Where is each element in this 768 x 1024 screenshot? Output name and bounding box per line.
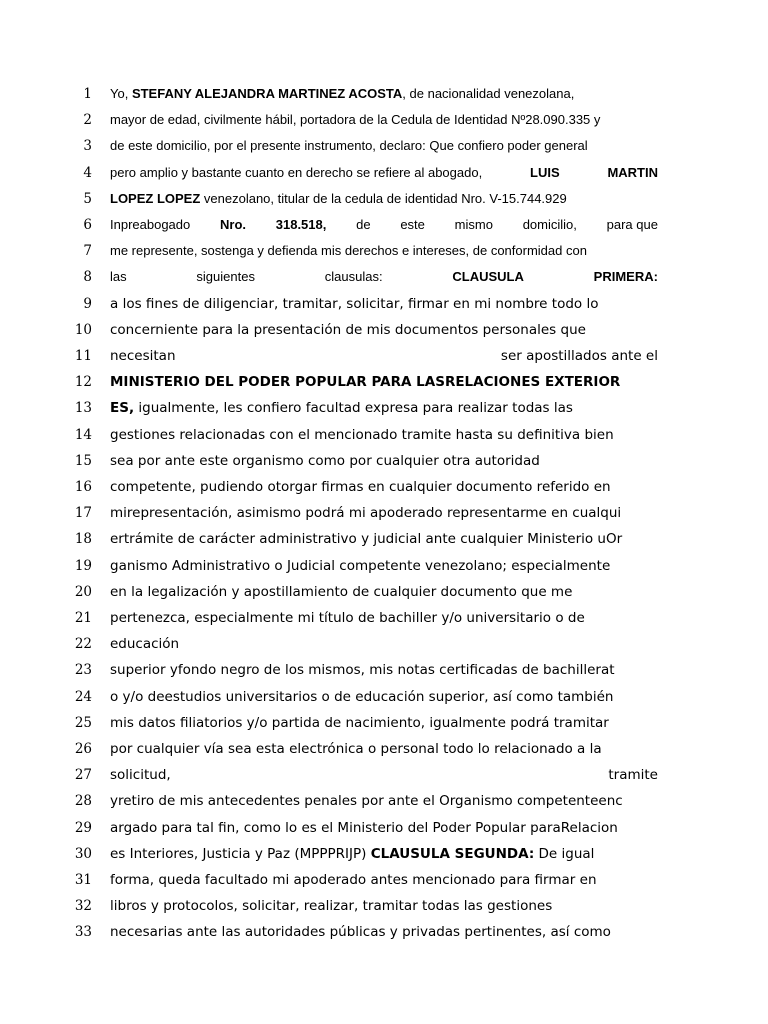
line-number: 10	[74, 321, 92, 338]
text-segment: mis datos filiatorios y/o partida de nacimiento, igualmente podrá tramitar	[110, 714, 609, 731]
text-segment: tramite	[608, 767, 658, 784]
bold-text: CLAUSULA SEGUNDA:	[370, 845, 535, 862]
line-number: 9	[83, 295, 92, 312]
bold-text: ES,	[110, 400, 135, 417]
text-segment: sea por ante este organismo como por cualquier otra autoridad	[110, 452, 540, 469]
line-text	[110, 369, 658, 395]
text-segment: ertrámite de carácter administrativo y judicial ante cualquier Ministerio uOr	[110, 531, 623, 548]
line-number: 24	[74, 688, 92, 705]
line-number: 17	[74, 505, 92, 522]
text-segment: igualmente, les confiero facultad expresa para realizar todas las	[134, 400, 573, 417]
line-text	[110, 867, 658, 893]
document-line	[0, 107, 768, 133]
line-number: 13	[74, 400, 92, 417]
text-segment: pero amplio y bastante cuanto en derecho se refiere al abogado,	[110, 164, 483, 180]
bold-text: PRIMERA:	[593, 269, 658, 285]
bold-text: LUIS	[530, 164, 560, 180]
line-number: 12	[74, 374, 92, 391]
line-number: 8	[83, 269, 92, 286]
text-segment: me represente, sostenga y defienda mis derechos e intereses, de conformidad con	[110, 243, 587, 259]
text-segment: mismo	[454, 217, 493, 232]
text-segment: en la legalización y apostillamiento de cualquier documento que me	[110, 583, 573, 600]
text-segment: solicitud,	[110, 767, 171, 784]
line-number: 4	[83, 164, 92, 181]
line-text	[110, 631, 658, 657]
line-number: 32	[74, 898, 92, 915]
line-text	[110, 710, 658, 736]
text-segment: o y/o deestudios universitarios o de educación superior, así como también	[110, 688, 614, 705]
bold-text: Nro.	[220, 217, 246, 232]
text-segment: mirepresentación, asimismo podrá mi apoderado representarme en cualqui	[110, 505, 622, 522]
document-line	[0, 186, 768, 212]
line-number: 20	[74, 583, 92, 600]
line-text	[110, 264, 658, 290]
line-number: 30	[74, 845, 92, 862]
document-line	[0, 710, 768, 736]
line-text	[110, 395, 658, 421]
text-segment: Yo,	[110, 86, 132, 101]
text-segment: clausulas:	[324, 269, 383, 285]
document-line	[0, 762, 768, 788]
line-number: 3	[83, 138, 92, 155]
bold-text: 318.518,	[275, 217, 327, 232]
text-segment: es Interiores, Justicia y Paz (MPPPRIJP)	[110, 845, 371, 862]
text-segment: , de nacionalidad venezolana,	[402, 86, 575, 101]
document-line	[0, 369, 768, 395]
document-line	[0, 212, 768, 238]
line-text	[110, 579, 658, 605]
document-line	[0, 238, 768, 264]
text-segment: por cualquier vía sea esta electrónica o personal todo lo relacionado a la	[110, 741, 602, 757]
line-number: 1	[83, 86, 92, 102]
line-number: 14	[74, 426, 92, 443]
document-line	[0, 264, 768, 290]
line-number: 7	[83, 243, 92, 260]
text-segment: educación	[110, 636, 180, 653]
document-line	[0, 291, 768, 317]
document-line	[0, 133, 768, 159]
document-line	[0, 919, 768, 945]
text-segment: siguientes	[196, 269, 255, 285]
text-segment: venezolano, titular de la cedula de identidad Nro. V-15.744.929	[200, 190, 567, 206]
text-segment: este	[400, 217, 425, 232]
line-text	[110, 238, 658, 264]
document-line	[0, 474, 768, 500]
document-line	[0, 788, 768, 814]
line-text	[110, 553, 658, 579]
line-text	[110, 526, 658, 552]
line-number: 28	[74, 793, 92, 810]
document-line	[0, 736, 768, 762]
text-segment: concerniente para la presentación de mis documentos personales que	[110, 321, 586, 338]
text-segment: mayor de edad, civilmente hábil, portadora de la Cedula de Identidad Nº28.090.335 y	[110, 112, 601, 128]
line-number: 29	[74, 819, 92, 836]
text-segment: Inpreabogado	[110, 217, 191, 232]
line-number: 27	[74, 767, 92, 784]
bold-text: MARTIN	[607, 164, 658, 180]
document-line	[0, 841, 768, 867]
line-text	[110, 474, 658, 500]
line-number: 16	[74, 479, 92, 495]
document-line	[0, 500, 768, 526]
line-text	[110, 343, 658, 369]
line-text	[110, 160, 658, 186]
text-segment: ser apostillados ante el	[500, 348, 658, 364]
document-line	[0, 579, 768, 605]
line-text	[110, 500, 658, 526]
line-text	[110, 212, 658, 238]
line-number: 18	[74, 531, 92, 548]
document-line	[0, 657, 768, 683]
document-line	[0, 867, 768, 893]
document-line	[0, 631, 768, 657]
text-segment: ganismo Administrativo o Judicial competente venezolano; especialmente	[110, 557, 611, 574]
document-line	[0, 317, 768, 343]
line-number: 21	[74, 610, 92, 626]
line-text	[110, 893, 658, 919]
document-line	[0, 422, 768, 448]
line-text	[110, 81, 658, 107]
bold-text: CLAUSULA	[452, 269, 524, 285]
line-text	[110, 448, 658, 474]
line-text	[110, 291, 658, 317]
document-line	[0, 605, 768, 631]
text-segment: a los fines de diligenciar, tramitar, solicitar, firmar en mi nombre todo lo	[110, 295, 599, 312]
text-segment: argado para tal fin, como lo es el Ministerio del Poder Popular paraRelacion	[110, 819, 618, 836]
text-segment: forma, queda facultado mi apoderado antes mencionado para firmar en	[110, 872, 597, 888]
document-line	[0, 395, 768, 421]
line-number: 22	[74, 636, 92, 653]
text-segment: yretiro de mis antecedentes penales por ante el Organismo competenteenc	[110, 793, 623, 810]
text-segment: pertenezca, especialmente mi título de bachiller y/o universitario o de	[110, 610, 585, 626]
document-line	[0, 815, 768, 841]
line-text	[110, 919, 658, 945]
line-number: 15	[74, 452, 92, 469]
line-number: 2	[83, 112, 92, 129]
line-number: 19	[74, 557, 92, 574]
line-number: 11	[74, 348, 92, 364]
line-text	[110, 762, 658, 788]
text-segment: De igual	[534, 845, 595, 862]
line-text	[110, 107, 658, 133]
line-text	[110, 422, 658, 448]
document-line	[0, 526, 768, 552]
document-line	[0, 893, 768, 919]
text-segment: de	[356, 217, 371, 232]
line-number: 5	[83, 190, 92, 207]
line-text	[110, 605, 658, 631]
line-number: 23	[74, 662, 92, 679]
bold-text: MINISTERIO DEL PODER POPULAR PARA LASRELACIONES EXTERIOR	[110, 374, 621, 391]
line-number: 25	[74, 714, 92, 731]
text-segment: superior yfondo negro de los mismos, mis notas certificadas de bachillerat	[110, 662, 615, 679]
line-text	[110, 684, 658, 710]
bold-text: LOPEZ LOPEZ	[110, 190, 201, 206]
line-text	[110, 657, 658, 683]
document-line	[0, 343, 768, 369]
line-text	[110, 186, 658, 212]
text-segment: de este domicilio, por el presente instrumento, declaro: Que confiero poder general	[110, 138, 588, 154]
line-text	[110, 133, 658, 159]
text-segment: necesarias ante las autoridades públicas y privadas pertinentes, así como	[110, 924, 611, 941]
text-segment: necesitan	[110, 348, 176, 364]
line-number: 26	[74, 741, 92, 757]
text-segment: domicilio,	[522, 217, 577, 232]
document-line	[0, 81, 768, 107]
text-segment: libros y protocolos, solicitar, realizar, tramitar todas las gestiones	[110, 898, 553, 915]
bold-text: STEFANY ALEJANDRA MARTINEZ ACOSTA	[131, 86, 403, 101]
text-segment: las	[110, 269, 127, 285]
text-segment: gestiones relacionadas con el mencionado tramite hasta su definitiva bien	[110, 426, 614, 443]
line-text	[110, 317, 658, 343]
text-segment: competente, pudiendo otorgar firmas en cualquier documento referido en	[110, 479, 611, 495]
document-line	[0, 448, 768, 474]
text-segment: para que	[606, 217, 658, 232]
line-text	[110, 736, 658, 762]
document-line	[0, 553, 768, 579]
document-line	[0, 160, 768, 186]
line-number: 6	[83, 217, 92, 233]
line-number: 33	[74, 924, 92, 941]
line-text	[110, 815, 658, 841]
document-line	[0, 684, 768, 710]
line-text	[110, 841, 658, 867]
line-text	[110, 788, 658, 814]
line-number: 31	[74, 872, 92, 888]
